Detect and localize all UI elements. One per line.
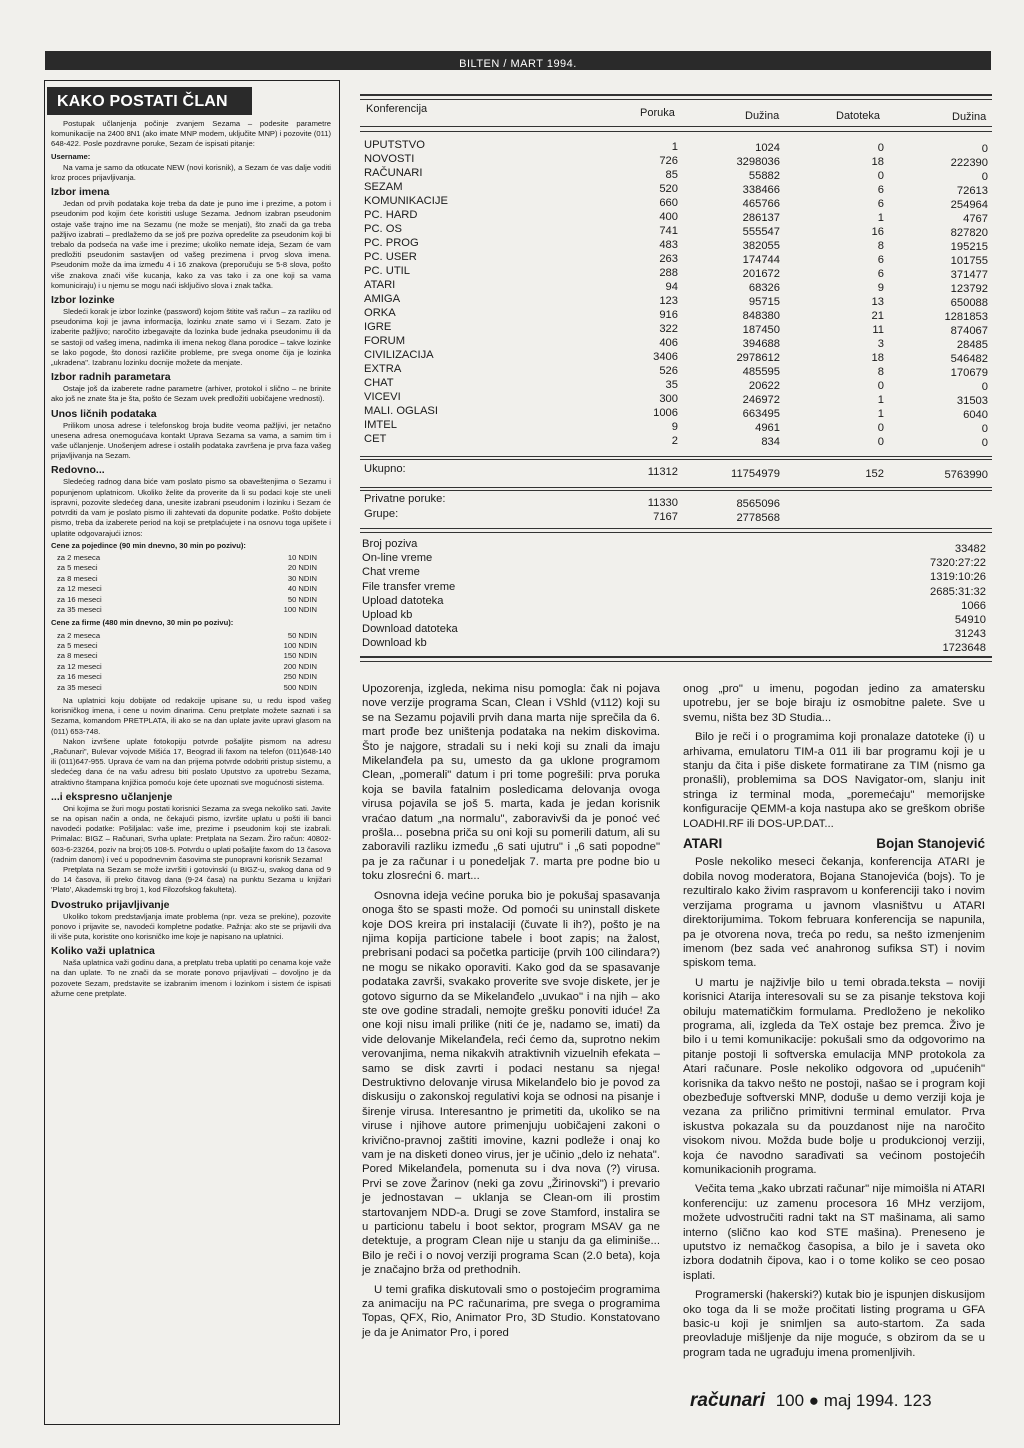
price-title: Cene za firme (480 min dnevno, 30 min po pozivu): <box>51 618 234 628</box>
stat-cell: 123 <box>659 295 678 307</box>
summary-value: 7320:27:22 <box>930 557 986 570</box>
stat-cell: 1 <box>877 394 884 406</box>
section-text: Oni kojima se žuri mogu postati korisnici Sezama za svega nekoliko sati. Javite se na opisan način a onda, ne čekajući pismo, izvršite uplatu u pošti ili banci navodeći podatke: Pošiljalac: vaše ime, prezime i pseudonim koji ste izabrali. Primalac: BIGZ – Računari, Svrha uplate: Pretplata na Sezam. Žiro račun: 40802-603-6-23264, poziv na broj:05 108-5. Potvrdu o uplati pošaljite faxom do 13 časova (radnim danom) i već u popodnevnim časovima ste punopravni korisnik Sezama! <box>51 803 331 864</box>
private-length: 8565096 <box>736 498 780 510</box>
price-row: za 5 meseci 20 NDIN <box>57 563 317 573</box>
stat-cell: 406 <box>659 337 678 349</box>
summary-label: Upload datoteka <box>362 594 444 607</box>
summary-label: Download datoteka <box>362 623 458 636</box>
table-rule <box>360 131 992 132</box>
stat-cell: 174744 <box>742 254 780 266</box>
stat-cell: 11 <box>872 324 884 336</box>
section-text: Ostaje još da izaberete radne parametre (arhiver, protokol i slično – ne brinite ako još ne znate šta je šta, pošto će Sezam uvek predložiti uobičajene vrednosti). <box>51 384 331 404</box>
stat-cell: 741 <box>659 225 678 237</box>
intro-text: Postupak učlanjenja počinje zvanjem Sezama – podesite parametre komunikacije na 2400 8N1 (ako imate MNP modem, uključite MNP) i pozovite (011) 648-422. Posle pozdravne poruke, Sezam će ispisati pitanje: <box>51 119 331 149</box>
stat-cell: 0 <box>981 423 988 435</box>
stat-cell: 6 <box>877 198 884 210</box>
section-title: Izbor lozinke <box>51 294 115 307</box>
conference-name-cell: AMIGA <box>364 293 401 305</box>
article-paragraph: Upozorenja, izgleda, nekima nisu pomogla: čak ni pojava nove verzije programa Scan, Clean i VShld (v112) koji su se na Sezamu pojavili prvih dana marta nije sprečila da 6. mart prođe bez uništenja podataka na nekim diskovima. Što je najgore, stradali su i neki koji su znali da imaju Mikelanđela pa su, umesto da ga uklone programom Clean, „pomerali" datum i pri tome pogrešili: prva poruka koja se bavila fatalnim posledicama delovanja ovoga virusa pojavila se još 5. marta, kada je jedan korisnik vraćao datum „na normalu", zaboravivši da je ponoć već prošla... posebna priča su oni koji su pomerili datum, ali su zaboravili razliku između „6 sati ujutru" i „6 sati popodne" pa je za računar i u ponedeljak 7. marta pre podne bio u toku zlosrećni 6. mart... <box>362 683 660 883</box>
stat-cell: 101755 <box>950 255 988 267</box>
stat-cell: 1024 <box>755 142 780 154</box>
stat-cell: 2978612 <box>736 352 780 364</box>
table-rule <box>360 94 992 96</box>
stat-cell: 18 <box>871 352 884 364</box>
stat-cell: 520 <box>659 183 678 195</box>
stat-cell: 3298036 <box>736 156 780 168</box>
page-footer <box>690 1390 932 1412</box>
conference-name-cell: UPUTSTVO <box>364 139 425 151</box>
username-text: Na vama je samo da otkucate NEW (novi korisnik), a Sezam će vas dalje voditi kroz proces prijavljivanja. <box>51 162 331 183</box>
stat-cell: 20622 <box>748 380 780 392</box>
stat-cell: 35 <box>665 379 678 391</box>
article-paragraph: U temi grafika diskutovali smo o postojećim programima za animaciju na PC računarima, pre svega o programima Topas, QFX, Rio, Animator Pro, 3D Studio. Konstatovano je da je Animator Pro, i pored <box>362 1283 660 1339</box>
stat-cell: 322 <box>659 323 678 335</box>
article-column-1 <box>362 682 660 1345</box>
summary-value: 2685:31:32 <box>930 585 986 598</box>
conference-name-cell: EXTRA <box>364 363 402 375</box>
stat-cell: 18 <box>871 156 884 168</box>
summary-label: On-line vreme <box>362 552 433 565</box>
stat-cell: 400 <box>659 211 678 223</box>
stat-cell: 874067 <box>950 325 988 337</box>
stat-cell: 6040 <box>963 409 988 421</box>
private-label: Privatne poruke: <box>364 493 446 505</box>
stat-cell: 916 <box>659 309 678 321</box>
summary-label: Download kb <box>362 637 427 650</box>
article-paragraph: Programerski (hakerski?) kutak bio je ispunjen diskusijom oko toga da li se može pročitati listing programa u GFA basic-u koji je snimljen sa auto-startom. Za sada preovladuje mišljenje da nije moguće, s obzirom da se u program tada ne ugrađuju imena promenljivih. <box>683 1289 985 1359</box>
conference-name-cell: VICEVI <box>364 391 401 403</box>
conference-name-cell: IMTEL <box>364 419 397 431</box>
stat-cell: 95715 <box>748 296 780 308</box>
price-row: za 12 meseci 40 NDIN <box>57 584 317 594</box>
stat-cell: 72613 <box>956 185 988 197</box>
groups-count: 7167 <box>653 511 678 523</box>
section-title: Koliko važi uplatnica <box>51 945 155 958</box>
section-text: Sledećeg radnog dana biće vam poslato pismo sa obaveštenjima o Sezamu i popunjenom uplatnicom. Ukoliko želite da proverite da li su podaci koje ste uneli ispravni, pozovite sledećeg dana, unesite izabrani pseudonim i lozinku i Sezam će potvrditi da vam je poslato pismo ili zahtevati da dopunite podatke. Pošto dobijete pismo, treba da izaberete period na koji se pretplaćujete i na osnovu toga upišete i uplatite odgovarajući iznos: <box>51 477 331 538</box>
price-row: za 35 meseci 500 NDIN <box>57 682 317 692</box>
stat-cell: 13 <box>871 296 884 308</box>
section-text: Jedan od prvih podataka koje treba da date je puno ime i prezime, a potom i pseudonim pod kojim ćete koristiti usluge Sezama. Jednom izabran pseudonim ostaje vaše trajno ime na Sezamu (ne može se menjati), što znači da ga treba pažljivo izabrati – predlažemo da se još pre poziva opredelite za pseudonim koji bi trebalo da podseća na vaše ime i prezime; ukoliko nemate ideja, Sezam će vam predložiti pseudonim sastavljen od vašeg prezimena i prvog slova imena. Pseudonim može da ima između 4 i 16 znakova (preporučuju se 5-8 slova, pošto više znakova znači više kucanja, kako za vas tako i za one koji sa vama komuniciraju) i u njemu se mogu naći isključivo slova i znak tačka. <box>51 199 331 290</box>
table-rule <box>360 661 992 662</box>
section-title: Unos ličnih podataka <box>51 407 157 420</box>
conference-name-cell: KOMUNIKACIJE <box>364 195 448 207</box>
username-label: Username: <box>51 151 91 161</box>
summary-label: File transfer vreme <box>362 580 456 593</box>
stat-cell: 222390 <box>950 157 988 169</box>
stat-cell: 546482 <box>950 353 988 365</box>
conference-name-cell: CIVILIZACIJA <box>364 349 434 361</box>
price-title: Cene za pojedince (90 min dnevno, 30 min po pozivu): <box>51 540 246 550</box>
table-rule <box>360 656 992 658</box>
stat-cell: 834 <box>761 436 780 448</box>
stat-cell: 483 <box>659 239 678 251</box>
total-files: 152 <box>865 468 884 480</box>
section-heading-author: Bojan Stanojević <box>876 836 985 852</box>
section-title: Redovno... <box>51 464 105 477</box>
stat-cell: 1 <box>877 212 884 224</box>
section-heading-title: ATARI <box>683 836 723 852</box>
price-table-individuals <box>51 553 331 615</box>
stat-cell: 9 <box>671 421 678 433</box>
stat-cell: 31503 <box>956 395 988 407</box>
conference-name-cell: SEZAM <box>364 181 403 193</box>
stat-cell: 288 <box>659 267 678 279</box>
summary-value: 31243 <box>954 628 986 641</box>
stat-cell: 0 <box>981 437 988 449</box>
article-paragraph: Posle nekoliko meseci čekanja, konferencija ATARI je dobila novog moderatora, Bojana Stanojevića (bojs). To je rezultiralo kako živim raspravom u konferenciji tako i novim verzijama programa u javnom vlasništvu u ATARI direktorijumima. Tokom februara konferencija se napunila, pa je otvorena nova, treća po redu, sa nešto izmenjenim imenom (bez sada već anahronog sufiksa ST) i novim spiskom tema. <box>683 856 985 970</box>
stat-cell: 6 <box>877 184 884 196</box>
stat-cell: 4961 <box>755 422 780 434</box>
stat-cell: 0 <box>877 380 884 392</box>
stat-cell: 338466 <box>742 184 780 196</box>
section-heading-atari <box>683 837 985 851</box>
table-rule <box>360 459 992 460</box>
stat-cell: 382055 <box>742 240 780 252</box>
price-row: za 12 meseci 200 NDIN <box>57 661 317 671</box>
article-paragraph: Večita tema „kako ubrzati računar" nije mimoišla ni ATARI konferenciju: uz zamenu procesora 16 MHz verzijom, možete udvostručiti radni takt na ST mašinama, ali samo interno (slično kao kod STE mašina). Preneseno je uputstvo iz nemačkog časopisa, a bilo je i saveta oko izbora dodatnih čipova, kao i o tome koliko se ceo posao isplati. <box>683 1183 985 1282</box>
table-rule <box>360 99 992 100</box>
stat-cell: 4767 <box>963 213 988 225</box>
price-row: za 16 meseci 50 NDIN <box>57 594 317 604</box>
conference-name-cell: RAČUNARI <box>364 167 423 179</box>
table-rule <box>360 126 992 127</box>
col-header-file-length: Dužina <box>952 111 987 123</box>
price-row: za 2 meseca 10 NDIN <box>57 552 317 562</box>
price-row: za 35 meseci 100 NDIN <box>57 604 317 614</box>
stat-cell: 0 <box>877 142 884 154</box>
stat-cell: 8 <box>877 366 884 378</box>
conference-name-cell: PC. PROG <box>364 237 419 249</box>
price-row: za 5 meseci 100 NDIN <box>57 640 317 650</box>
col-header-files: Datoteka <box>836 110 881 122</box>
stat-cell: 726 <box>659 155 678 167</box>
stat-cell: 21 <box>871 310 884 322</box>
stat-cell: 300 <box>659 393 678 405</box>
stat-cell: 485595 <box>742 366 780 378</box>
stat-cell: 526 <box>659 365 678 377</box>
price-row: za 2 meseca 50 NDIN <box>57 630 317 640</box>
total-messages: 11312 <box>647 466 678 478</box>
stat-cell: 9 <box>877 282 884 294</box>
article-paragraph: Osnovna ideja većine poruka bio je pokušaj spasavanja onoga što se spasti može. Od pomoći su uninstall diskete koje DOS kreira pri instalaciji (čuvate li ih?), pošto je na njima kopija particione tabele i boot zapis; na žalost, prebrisani podaci sa početka particije (prvih 100 cilindara?) ne mogu se nikako oporaviti. Kako god da se spasavanje podataka završi, svakako proverite sve svoje diskete, jer je gotovo sigurno da se Mikelanđelo „uvukao" i na njih – ako ste ove godine stradali, nemojte grešku ponoviti iduće! Za one koji nisu imali prilike (niti će je, nadamo se, imati) da vide delovanje Mikelanđela, reći ćemo da, suprotno nekim verovanjima, nema nikakvih atraktivnih vizuelnih efekata – samo se disk zavrti i podaci nestanu sa njega! Destruktivno delovanje virusa Mikelanđelo bio je povod za diskusiju o zakonskoj regulativi koja se odnosi na pisanje i širenje virusa. Interesantno je primetiti da, ukoliko se na viruse i njihove autore primenjuju uobičajeni zakoni o krivično-pravnoj zaštiti imovine, kazni podleže i onaj ko vam je na disketi doneo virus, jer je učinio „delo iz nehata". Pored Mikelanđela, pomenuta su i dva nova (?) virusa. Prvi se zove Žarinov (neki ga zovu „Žirinovski") i prevario je jednostavan – uklanja se Clean-om ili prostim startovanjem NDD-a. Drugi se zove Stamford, instalira se u particionu tabelu i boot sektor, program MSAV ga ne detektuje, a program Clean nije u stanju da ga eliminiše... Bilo je reči i o novoj verziji programa Scan (2.0 beta), koja je značajno brža od prethodnih. <box>362 889 660 1277</box>
stat-cell: 3 <box>877 338 884 350</box>
private-count: 11330 <box>647 497 678 509</box>
table-rule <box>360 528 992 529</box>
section-text: Pretplata na Sezam se može izvršiti i gotovinski (u BIGZ-u, svakog dana od 9 do 14 časova, ili preko čitavog dana (9-24 časa) na punktu Sezama u knjižari 'Plato', Akademski trg broj 1, kod Filozofskog fakulteta). <box>51 865 331 895</box>
stat-cell: 68326 <box>748 282 780 294</box>
stat-cell: 0 <box>981 381 988 393</box>
section-title: ...i ekspresno učlanjenje <box>51 790 173 803</box>
stat-cell: 263 <box>659 253 678 265</box>
summary-label: Upload kb <box>362 609 413 621</box>
conference-name-cell: MALI. OGLASI <box>364 405 438 417</box>
membership-sidebar <box>44 80 340 1425</box>
stat-cell: 2 <box>671 435 678 447</box>
section-text: Nakon izvršene uplate fotokopiju potvrde pošaljite pismom na adresu „Računari", Bulevar vojvode Mišića 17, Beograd ili faxom na telefon (011)648-140 ili (011)647-955. Uprava će vam na dan prijema potvrde odobriti pristup sistemu, a sledećeg dana će na vašu adresu biti poslato Uputstvo za upotrebu Sezama, atraktivno štampana knjižica pomoću koje ćete upoznati sve mogućnosti sistema. <box>51 736 331 787</box>
total-label: Ukupno: <box>364 463 406 475</box>
conference-name-cell: IGRE <box>364 321 392 333</box>
table-rule <box>360 487 992 488</box>
stat-cell: 1281853 <box>944 311 988 323</box>
groups-length: 2778568 <box>736 512 780 524</box>
table-rule <box>360 532 992 533</box>
summary-value: 33482 <box>954 543 986 555</box>
price-row: za 8 meseci 150 NDIN <box>57 651 317 661</box>
stat-cell: 187450 <box>742 324 780 336</box>
stat-cell: 123792 <box>950 283 988 295</box>
stat-cell: 848380 <box>742 310 780 322</box>
total-file-length: 5763990 <box>944 469 988 481</box>
groups-label: Grupe: <box>364 508 399 520</box>
stat-cell: 1 <box>877 408 884 420</box>
header-title: BILTEN / MART 1994. <box>459 58 577 70</box>
stat-cell: 1 <box>671 141 678 153</box>
summary-label: Chat vreme <box>362 566 420 579</box>
price-row: za 16 meseci 250 NDIN <box>57 672 317 682</box>
stat-cell: 94 <box>665 281 678 293</box>
stat-cell: 0 <box>877 170 884 182</box>
conference-name-cell: NOVOSTI <box>364 153 415 165</box>
stat-cell: 0 <box>877 436 884 448</box>
stat-cell: 0 <box>981 143 988 155</box>
total-length: 11754979 <box>731 468 780 480</box>
stat-cell: 85 <box>665 169 678 181</box>
stat-cell: 555547 <box>742 226 780 238</box>
section-text: Na uplatnici koju dobijate od redakcije upisane su, u redu ispod vašeg korisničkog imena, i cene u novim dinarima. Cenu pretplate možete saznati i sa Sezama, komandom PRETPLATA, ili ako se na dan uplate javite upravi glasom na (011) 653-748. <box>51 695 331 736</box>
stat-cell: 16 <box>871 226 884 238</box>
conference-name-cell: CET <box>364 433 387 445</box>
stat-cell: 6 <box>877 254 884 266</box>
section-title: Izbor imena <box>51 186 110 199</box>
stat-cell: 254964 <box>950 199 988 211</box>
stat-cell: 28485 <box>956 339 988 351</box>
stat-cell: 6 <box>877 268 884 280</box>
section-title: Dvostruko prijavljivanje <box>51 898 170 911</box>
conference-name-cell: CHAT <box>364 377 394 389</box>
stat-cell: 371477 <box>950 269 988 281</box>
col-header-messages: Poruka <box>640 107 675 119</box>
section-text: Sledeći korak je izbor lozinke (password) kojom štitite vaš račun – za razliku od pseudonima koji je javna informacija, lozinku znate samo vi i Sezam. Zato je izaberite pažljivo; naročito izbegavajte da lozinka bude jednaka pseudonimu ili da se sastoji od vašeg imena, nadimka ili imena nekog člana porodice – takve lozinke se lako pogode, što donosi različite probleme, pre svega onome čija je lozinka „ukradena". Izabranu lozinku docnije možete da menjate. <box>51 307 331 368</box>
price-row: za 8 meseci 30 NDIN <box>57 573 317 583</box>
table-rule <box>360 490 992 491</box>
summary-value: 1319:10:26 <box>930 571 986 584</box>
stat-cell: 0 <box>981 171 988 183</box>
price-table-companies <box>51 631 331 693</box>
stat-cell: 650088 <box>950 297 988 309</box>
article-paragraph: U martu je najživlje bilo u temi obrada.teksta – noviji korisnici Atarija interesovali su se za pisanje tekstova koji obiluju matematičkim formulama. Predloženo je nekoliko programa, ali, izgleda da TeX ostaje bez premca. Živo je bilo i u temi komunikacije: pokušali smo da odgovorimo na pitanje postoji li softverska emulacija MNP protokola za Atari računare. Posle nekoliko odgovora od „upućenih" korisnika da takvo nešto ne postoji, našao se i program koji obezbeđuje softverski MNP, doduše u demo verziji koja je vezana za prilično primitivni terminal emulator. Prva iskustva pokazala su da pouzdanost nije na naročito visokom nivou. Možda bude bolje u produkcionoj verziji, koja će navodno sarađivati sa većinom postojećih komunikacionih programa. <box>683 976 985 1176</box>
conference-name-cell: ORKA <box>364 307 396 319</box>
section-text: Prilikom unosa adrese i telefonskog broja budite veoma pažljivi, jer netačno unesena adresa onemogućava kontakt Uprava Sezama sa vama, a samim tim i vaše učlanjenje. Unošenjem adrese i ostalih podataka završena je prva faza vašeg prijavljivanja na Sezam. <box>51 420 331 461</box>
article-paragraph: onog „pro" u imenu, pogodan jedino za amatersku upotrebu, jer se boje biraju iz osmobitne palete. Sve u svemu, ništa bez 3D Studia... <box>683 683 985 724</box>
stat-cell: 827820 <box>950 227 988 239</box>
summary-label: Broj poziva <box>362 538 418 550</box>
section-text: Naša uplatnica važi godinu dana, a pretplatu treba uplatiti po cenama koje važe na dan uplate. To ne znači da se morate ponovo prijavljivati – dovoljno je da pozovete Sezam, predstavite se izabranim imenom i lozinkom i sistem će ispisati ažurne cene pretplate. <box>51 958 331 998</box>
conference-name-cell: FORUM <box>364 335 406 347</box>
table-rule <box>360 456 992 457</box>
stat-cell: 394688 <box>742 338 780 350</box>
stat-cell: 8 <box>877 240 884 252</box>
stat-cell: 660 <box>659 197 678 209</box>
stat-cell: 663495 <box>742 408 780 420</box>
article-column-2 <box>683 682 985 1365</box>
summary-value: 1723648 <box>942 642 986 655</box>
col-header-length: Dužina <box>745 110 780 122</box>
stat-cell: 246972 <box>742 394 780 406</box>
issue-info: 100 ● maj 1994. 123 <box>775 1391 932 1410</box>
summary-value: 1066 <box>961 599 986 612</box>
section-title: Izbor radnih parametara <box>51 371 171 384</box>
section-text: Ukoliko tokom predstavljanja imate problema (npr. veza se prekine), pozovite ponovo i prijavite se, navodeći kompletne podatke. Pažnja: ako ste se prijavili dva ili više puta, koristite ono korisničko ime koje je napisano na uplatnici. <box>51 911 331 942</box>
stat-cell: 3406 <box>653 351 678 363</box>
stat-cell: 55882 <box>748 170 780 182</box>
col-header-conference: Konferencija <box>366 103 428 115</box>
conference-name-cell: ATARI <box>364 279 396 291</box>
magazine-brand: računari <box>690 1390 765 1411</box>
stat-cell: 465766 <box>742 198 780 210</box>
stat-cell: 1006 <box>653 407 678 419</box>
stat-cell: 195215 <box>950 241 988 253</box>
conference-name-cell: PC. UTIL <box>364 265 411 277</box>
stat-cell: 170679 <box>950 367 988 379</box>
conference-name-cell: PC. USER <box>364 251 417 263</box>
sidebar-title: KAKO POSTATI ČLAN <box>47 87 252 115</box>
conference-name-cell: PC. OS <box>364 223 402 235</box>
stat-cell: 201672 <box>742 268 780 280</box>
conference-name-cell: PC. HARD <box>364 209 418 221</box>
summary-value: 54910 <box>954 614 986 626</box>
stat-cell: 286137 <box>742 212 780 224</box>
stat-cell: 0 <box>877 422 884 434</box>
article-paragraph: Bilo je reči i o programima koji pronalaze datoteke (i) u arhivama, emulatoru TIM-a 011 ili bar programu koji je u stanju da čita i piše diskete formatirane za TIM (nismo ga pronašli), problemima sa DOS Navigator-om, slanju init stringa iz terminal moda, „poremećaju" memorijske konfiguracije QEMM-a koja nastupa ako se greškom obriše LOADHI.RF ili DOS-UP.DAT... <box>683 731 985 830</box>
